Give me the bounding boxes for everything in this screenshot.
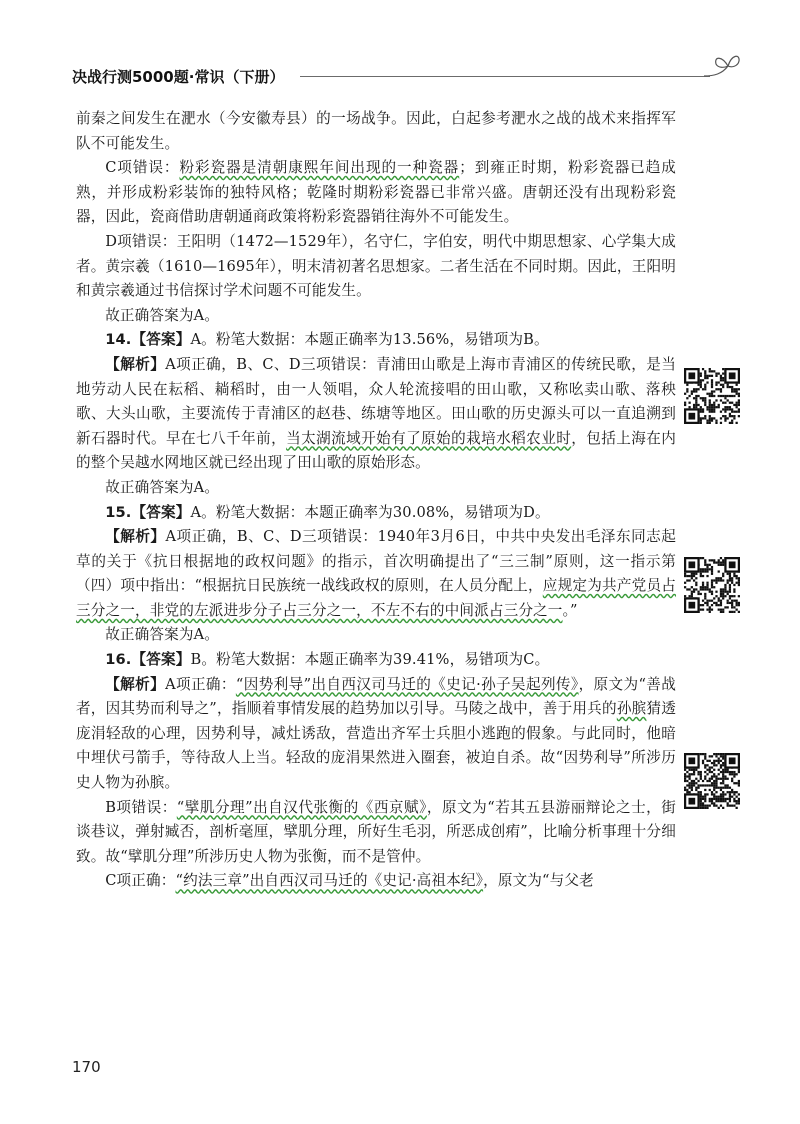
wavy-underline: “约法三章”出自西汉司马迁的《史记·高祖本纪》 [175,872,484,890]
paragraph-option-d: D项错误：王阳明（1472—1529年），名守仁，字伯安，明代中期思想家、心学集大成者。黄宗羲（1610—1695年），明末清初著名思想家。二者生活在不同时期。因此，王阳明和黄宗羲通过书信探讨学术问题不可能发生。 [76,232,676,300]
question-16-explanation: 【解析】A项正确：“因势利导”出自西汉司马迁的《史记·孙子吴起列传》，原文为“善战者，因其势而利导之”，指顺着事情发展的趋势加以引导。马陵之战中，善于用兵的孙膑猜透庞涓轻敌的心理，因势利导，减灶诱敌，营造出齐军士兵胆小逃跑的假象。与此同时，他暗中埋伏弓箭手，等待敌人上当。轻敌的庞涓果然进入圈套，被迫自杀。故“因势利导”所涉历史人物为孙膑。 [76,675,677,792]
running-header [72,62,742,90]
question-15-explanation: 【解析】A项正确，B、C、D三项错误：1940年3月6日，中共中央发出毛泽东同志起草的关于《抗日根据地的政权问题》的指示，首次明确提出了“三三制”原则，这一指示第（四）项中指出：“根据抗日民族统一战线政权的原则，在人员分配上，应规定为共产党员占三分之一，非党的左派进步分子占三分之一，不左不右的中间派占三分之一。” [76,528,677,619]
qr-code-icon [684,557,740,613]
wavy-underline: “擘肌分理”出自汉代张衡的《西京赋》 [176,798,427,816]
wavy-underline: 当太湖流域开始有了原始的栽培水稻农业时 [286,429,572,447]
qr-code-icon-14[interactable] [684,368,740,424]
question-14-answer: 14.【答案】A。粉笔大数据：本题正确率为13.56%，易错项为B。 [105,331,549,349]
question-16-answer: 16.【答案】B。粉笔大数据：本题正确率为39.41%，易错项为C。 [105,651,550,669]
answer-conclusion: 故正确答案为A。 [105,626,220,644]
paragraph-continuation: 前秦之间发生在淝水（今安徽寿县）的一场战争。因此，白起参考淝水之战的战术来指挥军队不可能发生。 [76,110,676,152]
header-rule [300,76,710,77]
sprout-icon [702,46,742,82]
page-number: 170 [72,1058,101,1076]
qr-code-icon [684,368,740,424]
paragraph-option-c-16: C项正确：“约法三章”出自西汉司马迁的《史记·高祖本纪》，原文为“与父老 [105,872,594,890]
header-title: 决战行测5000题·常识（下册） [72,68,285,86]
wavy-underline: 粉彩瓷器是清朝康熙年间出现的一种瓷器 [179,159,460,177]
question-15-answer: 15.【答案】A。粉笔大数据：本题正确率为30.08%，易错项为D。 [105,503,550,521]
paragraph-option-b: B项错误：“擘肌分理”出自汉代张衡的《西京赋》，原文为“若其五县游丽辩论之士，街谈巷议，弹射臧否，剖析毫厘，擘肌分理，所好生毛羽，所恶成创痏”，比喻分析事理十分细致。故“擘肌分理”所涉历史人物为张衡，而不是管仲。 [76,798,677,865]
qr-code-icon-16[interactable] [684,753,740,809]
wavy-underline: 孙膑 [616,700,647,718]
answer-conclusion: 故正确答案为A。 [105,478,220,496]
paragraph-option-c: C项错误：粉彩瓷器是清朝康熙年间出现的一种瓷器；到雍正时期，粉彩瓷器已趋成熟，并形成粉彩装饰的独特风格；乾隆时期粉彩瓷器已非常兴盛。唐朝还没有出现粉彩瓷器，因此，瓷商借助唐朝通商政策将粉彩瓷器销往海外不可能发生。 [76,159,676,226]
wavy-underline: 应规定为共产党员占三分之一，非党的左派进步分子占三分之一，不左不右的中间派占三分之一 [76,577,677,619]
page-body [76,107,676,894]
question-14-explanation: 【解析】A项正确，B、C、D三项错误：青浦田山歌是上海市青浦区的传统民歌，是当地劳动人民在耘稻、耥稻时，由一人领唱，众人轮流接唱的田山歌，又称吆卖山歌、落秧歌、大头山歌，主要流传于青浦区的赵巷、练塘等地区。田山歌的历史源头可以一直追溯到新石器时代。早在七八千年前，当太湖流域开始有了原始的栽培水稻农业时，包括上海在内的整个吴越水网地区就已经出现了田山歌的原始形态。 [76,355,676,472]
answer-conclusion: 故正确答案为A。 [105,306,220,324]
qr-code-icon [684,753,740,809]
wavy-underline: “因势利导”出自西汉司马迁的《史记·孙子吴起列传》 [235,675,579,693]
qr-code-icon-15[interactable] [684,557,740,613]
